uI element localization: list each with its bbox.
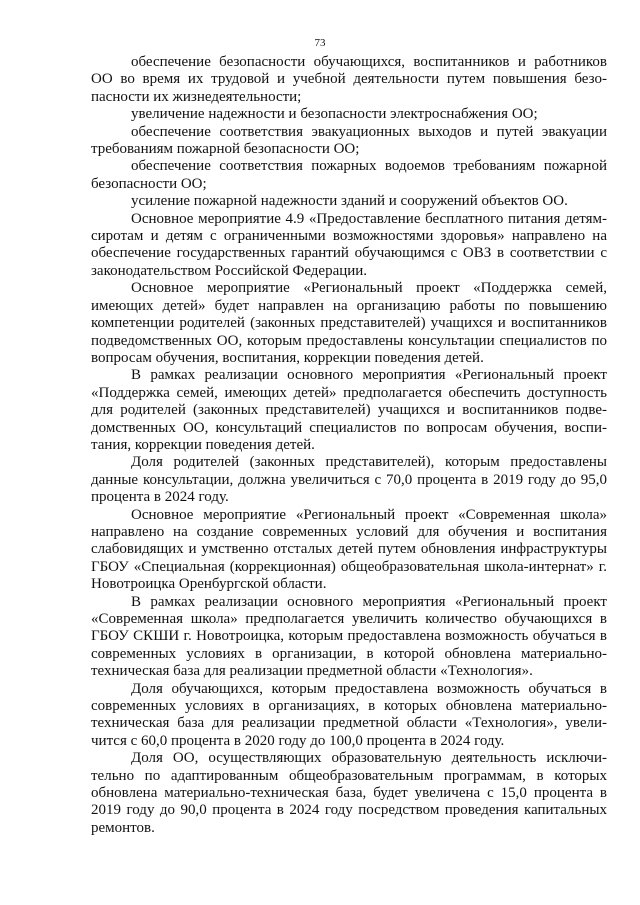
page-number: 73 xyxy=(314,37,326,49)
paragraph-11: В рамках реализации основного мероприятия «Региональный проект «Современная школа» предполагается увеличить количество обучающихся в ГБОУ СКШИ г. Новотроицка, которым предоставлена возможность обучаться в современных условиях в организации, в которой обновлена материально-техническая база для реализации предметной области «Технология». xyxy=(91,593,607,680)
paragraph-8: В рамках реализации основного мероприятия «Региональный проект «Поддержка семей, имеющих детей» предполагается обеспечить доступность для родителей (законных представителей) учащихся и воспитанников подведомственных ОО, консультаций специалистов по вопросам обучения, воспитания, коррекции поведения детей. xyxy=(91,367,607,453)
paragraph-13: Доля ОО, осуществляющих образовательную деятельность исключительно по адаптированным общеобразовательным программам, в которых обновлена материально-техническая база, будет увеличена с 15,0 процента в 2019 году до 90,0 процента в 2024 году посредством проведения капитальных ремонтов. xyxy=(91,750,607,836)
document-body xyxy=(91,54,607,837)
paragraph-5: усиление пожарной надежности зданий и сооружений объектов ОО. xyxy=(131,193,568,210)
paragraph-2: увеличение надежности и безопасности электроснабжения ОО; xyxy=(131,106,538,123)
paragraph-1: обеспечение безопасности обучающихся, воспитанников и работников ОО во время их трудовой и учебной деятельности путем повышения безопасности их жизнедеятельности; xyxy=(91,54,607,105)
paragraph-12: Доля обучающихся, которым предоставлена возможность обучаться в современных условиях в организациях, в которых обновлена материально-техническая база для реализации предметной области «Технология», увеличится с 60,0 процента в 2020 году до 100,0 процента в 2024 году. xyxy=(91,680,607,749)
paragraph-3: обеспечение соответствия эвакуационных выходов и путей эвакуации требованиям пожарной безопасности ОО; xyxy=(91,123,607,158)
paragraph-10: Основное мероприятие «Региональный проект «Современная школа» направлено на создание современных условий для обучения и воспитания слабовидящих и умственно отсталых детей путем обновления инфраструктуры ГБОУ «Специальная (коррекционная) общеобразовательная школа-интернат» г. Новотроицка Оренбургской области. xyxy=(91,506,607,593)
paragraph-9: Доля родителей (законных представителей), которым предоставлены данные консультации, должна увеличиться с 70,0 процента в 2019 году до 95,0 процента в 2024 году. xyxy=(91,454,607,506)
paragraph-6: Основное мероприятие 4.9 «Предоставление бесплатного питания детям-сиротам и детям с ограниченными возможностями здоровья» направлено на обеспечение государственных гарантий обучающимся с ОВЗ в соответствии с законодательством Российской Федерации. xyxy=(91,210,607,279)
paragraph-4: обеспечение соответствия пожарных водоемов требованиям пожарной безопасности ОО; xyxy=(91,158,607,192)
paragraph-7: Основное мероприятие «Региональный проект «Поддержка семей, имеющих детей» будет направлен на организацию работы по повышению компетенции родителей (законных представителей) учащихся и воспитанников подведомственных ОО, которым предоставлены консультации специалистов по вопросам обучения, воспитания, коррекции поведения детей. xyxy=(91,280,607,366)
